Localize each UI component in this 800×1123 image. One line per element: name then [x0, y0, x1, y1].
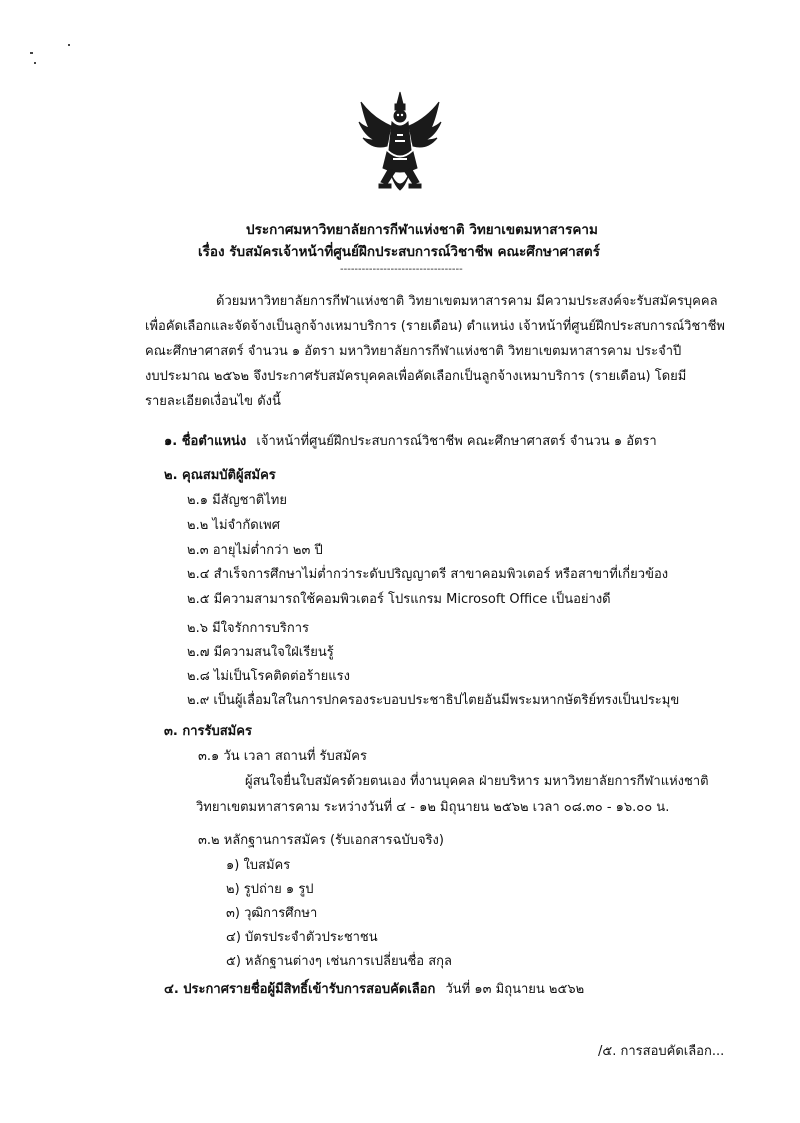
intro-line-5: รายละเอียดเงื่อนไข ดังนี้ [145, 394, 281, 409]
intro-line-1: ด้วยมหาวิทยาลัยการกีฬาแห่งชาติ วิทยาเขตมหาสารคาม มีความประสงค์จะรับสมัครบุคคล [216, 294, 718, 309]
scan-speck [68, 44, 70, 46]
qualification-item: ๒.๘ ไม่เป็นโรคติดต่อร้ายแรง [187, 669, 350, 684]
document-item: ๒) รูปถ่าย ๑ รูป [226, 882, 314, 897]
section-1 [164, 433, 657, 451]
section-1-text: เจ้าหน้าที่ศูนย์ฝึกประสบการณ์วิชาชีพ คณะศึกษาศาสตร์ จำนวน ๑ อัตรา [256, 434, 657, 449]
qualification-item: ๒.๒ ไม่จำกัดเพศ [187, 518, 281, 533]
qualification-item: ๒.๑ มีสัญชาติไทย [187, 493, 287, 508]
document-item: ๑) ใบสมัคร [226, 858, 291, 873]
section-2-heading: ๒. คุณสมบัติผู้สมัคร [164, 468, 276, 483]
section-3-1-heading: ๓.๑ วัน เวลา สถานที่ รับสมัคร [198, 749, 367, 764]
intro-line-2: เพื่อคัดเลือกและจัดจ้างเป็นลูกจ้างเหมาบริการ (รายเดือน) ตำแหน่ง เจ้าหน้าที่ศูนย์ฝึกประสบการณ์วิชาชีพ [145, 319, 725, 334]
qualification-item: ๒.๙ เป็นผู้เลื่อมใสในการปกครองระบอบประชาธิปไตยอันมีพระมหากษัตริย์ทรงเป็นประมุข [187, 693, 680, 708]
garuda-emblem-icon [355, 90, 445, 200]
announcement-title: ประกาศมหาวิทยาลัยการกีฬาแห่งชาติ วิทยาเขตมหาสารคาม [246, 222, 598, 238]
section-4 [164, 981, 584, 999]
document-item: ๕) หลักฐานต่างๆ เช่นการเปลี่ยนชื่อ สกุล [226, 954, 453, 969]
page-continuation: /๕. การสอบคัดเลือก... [598, 1044, 725, 1059]
section-1-heading: ๑. ชื่อตำแหน่ง [164, 434, 247, 449]
scan-speck [34, 62, 36, 64]
section-3-1-line-2: วิทยาเขตมหาสารคาม ระหว่างวันที่ ๔ - ๑๒ มิถุนายน ๒๕๖๒ เวลา ๐๘.๓๐ - ๑๖.๐๐ น. [196, 800, 670, 815]
qualification-item: ๒.๓ อายุไม่ต่ำกว่า ๒๓ ปี [187, 543, 323, 558]
intro-line-4: งบประมาณ ๒๕๖๒ จึงประกาศรับสมัครบุคคลเพื่อคัดเลือกเป็นลูกจ้างเหมาบริการ (รายเดือน) โดยมี [145, 369, 687, 384]
document-item: ๓) วุฒิการศึกษา [226, 906, 318, 921]
document-item: ๔) บัตรประจำตัวประชาชน [226, 930, 378, 945]
section-4-heading: ๔. ประกาศรายชื่อผู้มีสิทธิ์เข้ารับการสอบคัดเลือก [164, 982, 436, 997]
section-3-2-heading: ๓.๒ หลักฐานการสมัคร (รับเอกสารฉบับจริง) [198, 833, 444, 848]
qualification-item: ๒.๔ สำเร็จการศึกษาไม่ต่ำกว่าระดับปริญญาตรี สาขาคอมพิวเตอร์ หรือสาขาที่เกี่ยวข้อง [187, 567, 669, 582]
section-4-text: วันที่ ๑๓ มิถุนายน ๒๕๖๒ [445, 982, 585, 997]
qualification-item: ๒.๗ มีความสนใจใฝ่เรียนรู้ [187, 645, 334, 660]
title-separator: ---------------------------------- [340, 264, 463, 275]
qualification-item: ๒.๖ มีใจรักการบริการ [187, 621, 310, 636]
scan-speck [30, 52, 33, 54]
section-3-1-line-1: ผู้สนใจยื่นใบสมัครด้วยตนเอง ที่งานบุคคล ฝ่ายบริหาร มหาวิทยาลัยการกีฬาแห่งชาติ [245, 774, 709, 789]
section-3-heading: ๓. การรับสมัคร [164, 724, 252, 739]
intro-line-3: คณะศึกษาศาสตร์ จำนวน ๑ อัตรา มหาวิทยาลัยการกีฬาแห่งชาติ วิทยาเขตมหาสารคาม ประจำปี [145, 344, 682, 359]
qualification-item: ๒.๕ มีความสามารถใช้คอมพิวเตอร์ โปรแกรม Microsoft Office เป็นอย่างดี [187, 592, 611, 607]
announcement-subject: เรื่อง รับสมัครเจ้าหน้าที่ศูนย์ฝึกประสบการณ์วิชาชีพ คณะศึกษาศาสตร์ [198, 244, 600, 260]
